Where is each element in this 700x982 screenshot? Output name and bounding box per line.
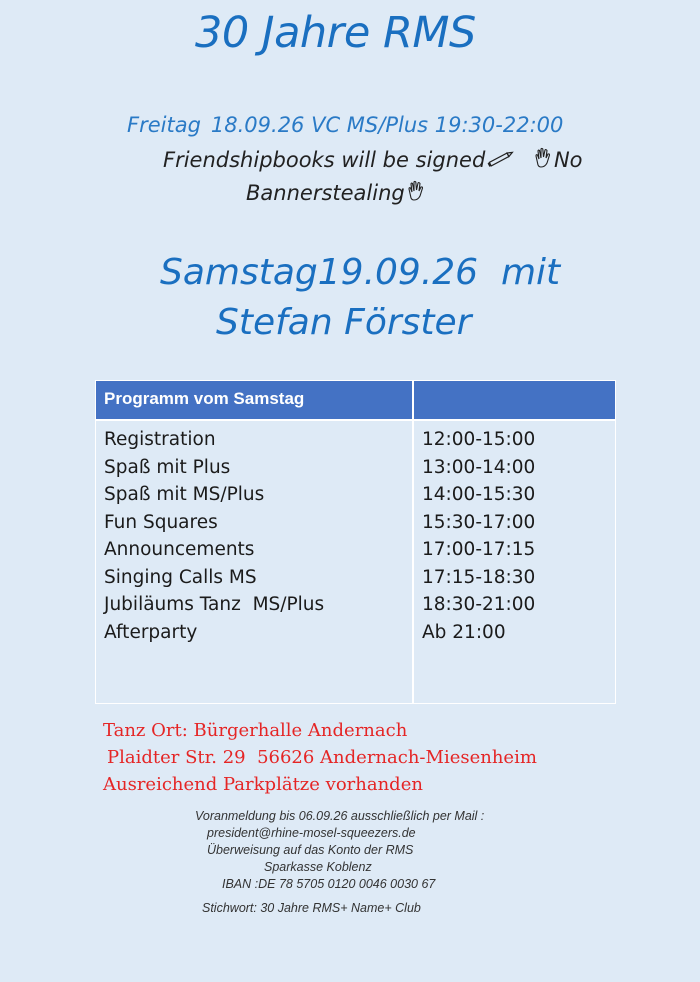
saturday-line2: Stefan Förster (216, 302, 472, 343)
raised-hand-icon (532, 147, 554, 178)
registration-keyword: Stichwort: 30 Jahre RMS+ Name+ Club (202, 901, 421, 915)
event-time: 18:30-21:00 (422, 594, 536, 615)
venue-line1: Tanz Ort: Bürgerhalle Andernach (103, 720, 408, 741)
table-row (96, 512, 615, 540)
table-row (96, 484, 615, 512)
program-table (95, 380, 616, 704)
event-name: Fun Squares (104, 511, 218, 533)
friday-note-text-a: Friendshipbooks will be signed (163, 148, 486, 172)
event-name: Registration (104, 429, 216, 450)
event-name: Afterparty (104, 621, 198, 643)
venue-info (103, 717, 537, 798)
registration-line3: Überweisung auf das Konto der RMS (207, 843, 414, 857)
table-row (96, 594, 615, 622)
friday-line (127, 113, 563, 137)
event-time: 17:00-17:15 (422, 539, 536, 560)
event-time: Ab 21:00 (422, 621, 506, 643)
event-time: 12:00-15:00 (422, 429, 536, 450)
event-time: 13:00-14:00 (422, 456, 536, 478)
venue-line3: Ausreichend Parkplätze vorhanden (103, 774, 423, 795)
registration-email: president@rhine-mosel-squeezers.de (207, 826, 416, 840)
table-row (96, 567, 615, 595)
page-title: 30 Jahre RMS (195, 8, 476, 58)
friday-note-line2 (163, 178, 623, 211)
friday-note (163, 145, 623, 211)
table-row (96, 429, 615, 457)
registration-line1: Voranmeldung bis 06.09.26 ausschließlich per Mail : (195, 809, 485, 823)
saturday-heading (160, 248, 560, 348)
event-time: 17:15-18:30 (422, 566, 536, 588)
venue-line2: Plaidter Str. 29 56626 Andernach-Miesenheim (107, 747, 537, 768)
registration-info (195, 808, 484, 917)
event-name: Singing Calls MS (104, 566, 257, 588)
table-row (96, 539, 615, 567)
event-name: Announcements (104, 539, 255, 560)
event-time: 14:00-15:30 (422, 484, 536, 505)
registration-iban: IBAN :DE 78 5705 0120 0046 0030 67 (222, 877, 436, 891)
friday-note-text-b: No (553, 148, 583, 172)
program-table-header-label: Programm vom Samstag (104, 389, 305, 408)
event-name: Jubiläums Tanz MS/Plus (104, 594, 325, 615)
program-table-header (96, 381, 615, 421)
bannerstealing-text: Bannerstealing (246, 181, 405, 205)
table-row (96, 622, 615, 650)
event-name: Spaß mit Plus (104, 456, 231, 478)
event-time: 15:30-17:00 (422, 511, 536, 533)
friday-details: 18.09.26 VC MS/Plus 19:30-22:00 (210, 113, 564, 137)
table-row (96, 457, 615, 485)
saturday-line1: Samstag19.09.26 mit (160, 252, 561, 293)
pencil-icon (485, 147, 515, 178)
registration-bank: Sparkasse Koblenz (264, 860, 372, 874)
raised-hand-icon (405, 180, 427, 211)
event-name: Spaß mit MS/Plus (104, 484, 265, 505)
friday-day: Freitag (127, 113, 201, 137)
program-rows (96, 429, 615, 649)
